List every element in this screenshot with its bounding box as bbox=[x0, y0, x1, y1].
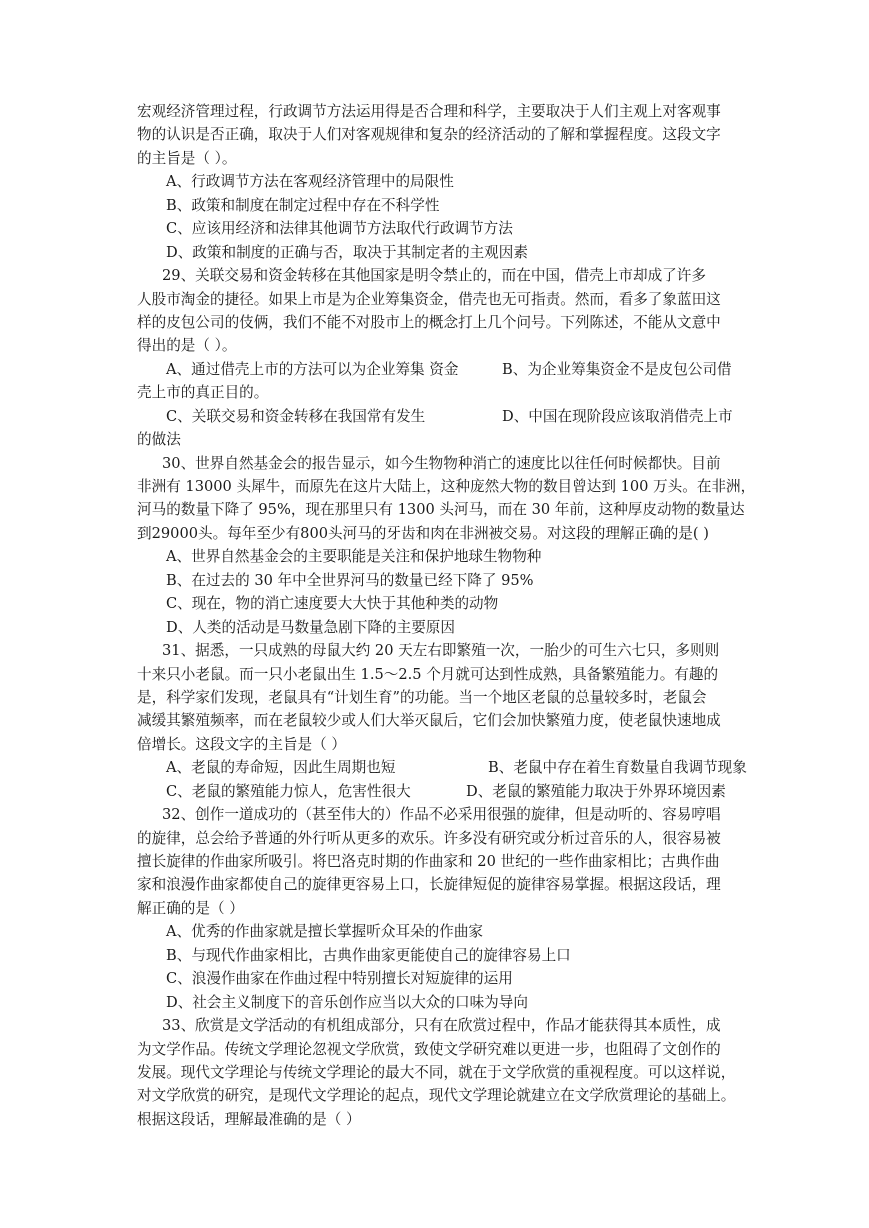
option-b-continuation: 壳上市的真正目的。 bbox=[137, 384, 269, 402]
text-line: 为文学作品。传统文学理论忽视文学欣赏，致使文学研究难以更进一步，也阻碍了文创作的 bbox=[137, 1040, 721, 1058]
text-line: 解正确的是（ ） bbox=[137, 899, 244, 917]
text-line: 样的皮包公司的伎俩，我们不能不对股市上的概念打上几个问号。下列陈述，不能从文意中 bbox=[137, 313, 721, 331]
option-row bbox=[137, 405, 767, 428]
text-line: 的旋律，总会给予普通的外行听从更多的欢乐。许多没有研究或分析过音乐的人，很容易被 bbox=[137, 829, 721, 847]
option-row bbox=[137, 756, 767, 779]
question-30-stem bbox=[137, 452, 767, 546]
option-b: B、老鼠中存在着生育数量自我调节现象 bbox=[488, 759, 747, 777]
option-d-continuation: 的做法 bbox=[137, 431, 181, 449]
text-line: 29、关联交易和资金转移在其他国家是明令禁止的，而在中国，借壳上市却成了许多 bbox=[162, 267, 706, 285]
text-line: 非洲有 13000 头犀牛，而原先在这片大陆上，这种庞然大物的数目曾达到 100 万头。在非洲， bbox=[137, 478, 756, 495]
text-line: 30、世界自然基金会的报告显示，如今生物物种消亡的速度比以往任何时候都快。目前 bbox=[162, 454, 721, 472]
text-line: 擅长旋律的作曲家所吸引。将巴洛克时期的作曲家和 20 世纪的一些作曲家相比；古典作曲 bbox=[137, 853, 720, 870]
option-a: A、通过借壳上市的方法可以为企业筹集 资金 bbox=[166, 360, 459, 378]
option-d: D、中国在现阶段应该取消借壳上市 bbox=[502, 407, 733, 425]
text-line: 到29000头。每年至少有800头河马的牙齿和肉在非洲被交易。对这段的理解正确的是( ) bbox=[137, 524, 709, 542]
question-32-stem bbox=[137, 803, 767, 920]
document-body bbox=[137, 100, 767, 1131]
option-a: A、老鼠的寿命短，因此生周期也短 bbox=[166, 759, 396, 777]
option-d: D、人类的活动是马数量急剧下降的主要原因 bbox=[166, 618, 455, 636]
text-line: 31、据悉，一只成熟的母鼠大约 20 天左右即繁殖一次，一胎少的可生六七只，多则则 bbox=[162, 642, 720, 660]
option-a: A、行政调节方法在客观经济管理中的局限性 bbox=[166, 173, 454, 191]
option-a: A、优秀的作曲家就是擅长掌握听众耳朵的作曲家 bbox=[166, 923, 484, 941]
option-b: B、在过去的 30 年中全世界河马的数量已经下降了 95% bbox=[166, 571, 534, 589]
option-row bbox=[137, 358, 767, 381]
option-c: C、关联交易和资金转移在我国常有发生 bbox=[166, 407, 426, 425]
option-c: C、浪漫作曲家在作曲过程中特别擅长对短旋律的运用 bbox=[166, 970, 513, 988]
question-28-stem bbox=[137, 100, 767, 170]
text-line: 宏观经济管理过程，行政调节方法运用得是否合理和科学，主要取决于人们主观上对客观事 bbox=[137, 103, 721, 120]
text-line: 得出的是（ ）。 bbox=[137, 337, 237, 355]
text-line: 十来只小老鼠。而一只小老鼠出生 1.5～2.5 个月就可达到性成熟，具备繁殖能力。有趣的 bbox=[137, 665, 719, 683]
text-line: 河马的数量下降了 95%，现在那里只有 1300 头河马，而在 30 年前，这种厚皮动物的数量达 bbox=[137, 501, 745, 519]
option-c: C、应该用经济和法律其他调节方法取代行政调节方法 bbox=[166, 220, 513, 238]
option-row bbox=[137, 780, 767, 803]
text-line: 发展。现代文学理论与传统文学理论的最大不同，就在于文学欣赏的重视程度。可以这样说， bbox=[137, 1063, 736, 1081]
option-b: B、与现代作曲家相比，古典作曲家更能使自己的旋律容易上口 bbox=[166, 946, 571, 964]
option-b: B、为企业筹集资金不是皮包公司借 bbox=[502, 360, 732, 378]
text-line: 家和浪漫作曲家都使自己的旋律更容易上口，长旋律短促的旋律容易掌握。根据这段话，理 bbox=[137, 876, 721, 894]
option-c: C、现在，物的消亡速度要大大快于其他种类的动物 bbox=[166, 595, 499, 613]
text-line: 物的认识是否正确，取决于人们对客观规律和复杂的经济活动的了解和掌握程度。这段文字 bbox=[137, 126, 721, 144]
text-line: 的主旨是（ ）。 bbox=[137, 149, 237, 167]
text-line: 32、创作一道成功的（甚至伟大的）作品不必采用很强的旋律，但是动听的、容易哼唱 bbox=[162, 806, 721, 824]
text-line: 是，科学家们发现，老鼠具有“计划生育”的功能。当一个地区老鼠的总量较多时，老鼠会 bbox=[137, 688, 707, 706]
option-c: C、老鼠的繁殖能力惊人，危害性很大 bbox=[166, 782, 411, 800]
text-line: 倍增长。这段文字的主旨是（ ） bbox=[137, 735, 346, 753]
text-line: 减缓其繁殖频率，而在老鼠较少或人们大举灭鼠后，它们会加快繁殖力度，使老鼠快速地成 bbox=[137, 712, 721, 730]
option-d: D、老鼠的繁殖能力取决于外界环境因素 bbox=[466, 782, 726, 800]
question-29-stem bbox=[137, 264, 767, 358]
text-line: 人股市淘金的捷径。如果上市是为企业筹集资金，借壳也无可指责。然而，看多了象蓝田这 bbox=[137, 290, 721, 308]
text-line: 33、欣赏是文学活动的有机组成部分，只有在欣赏过程中，作品才能获得其本质性，成 bbox=[162, 1017, 721, 1035]
option-a: A、世界自然基金会的主要职能是关注和保护地球生物物种 bbox=[166, 548, 542, 566]
text-line: 根据这段话，理解最准确的是（ ） bbox=[137, 1110, 361, 1128]
option-d: D、社会主义制度下的音乐创作应当以大众的口味为导向 bbox=[166, 993, 528, 1011]
option-d: D、政策和制度的正确与否，取决于其制定者的主观因素 bbox=[166, 243, 528, 261]
question-31-stem bbox=[137, 639, 767, 756]
question-33-stem bbox=[137, 1014, 767, 1131]
option-b: B、政策和制度在制定过程中存在不科学性 bbox=[166, 196, 440, 214]
text-line: 对文学欣赏的研究，是现代文学理论的起点，现代文学理论就建立在文学欣赏理论的基础上。 bbox=[137, 1087, 736, 1105]
